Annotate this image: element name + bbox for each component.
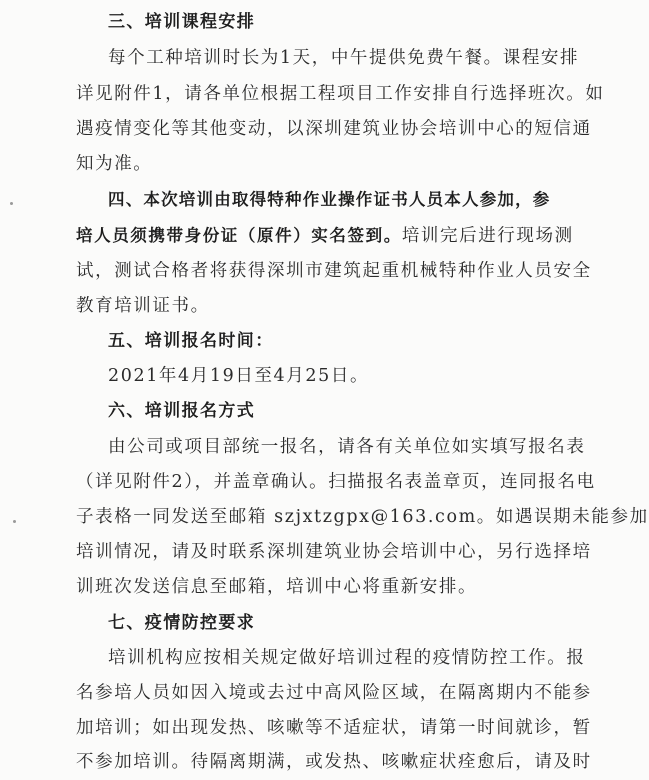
- section-7-line-4: 不参加培训。待隔离期满，或发热、咳嗽症状痊愈后，请及时: [76, 752, 592, 772]
- section-4-bold-line-1: 四、本次培训由取得特种作业操作证书人员本人参加，参: [108, 190, 551, 209]
- section-7-heading: 七、疫情防控要求: [108, 613, 256, 633]
- section-3-line-4: 知为准。: [76, 154, 153, 174]
- section-5-line-1: 2021年4月19日至4月25日。: [108, 366, 370, 386]
- section-7-line-3: 加培训；如出现发热、咳嗽等不适症状，请第一时间就诊，暂: [76, 718, 592, 738]
- section-3-heading: 三、培训课程安排: [108, 12, 256, 32]
- section-5-heading: 五、培训报名时间：: [108, 331, 274, 351]
- section-6-heading: 六、培训报名方式: [108, 401, 256, 421]
- section-3-line-3: 遇疫情变化等其他变动，以深圳建筑业协会培训中心的短信通: [76, 119, 592, 139]
- section-6-line-3: 子表格一同发送至邮箱 szjxtzgpx@163.com。如遇误期未能参加: [76, 507, 649, 527]
- section-6-line-5: 训班次发送信息至邮箱，培训中心将重新安排。: [76, 577, 478, 597]
- section-4-line-2: [76, 218, 574, 254]
- section-7-line-1: 培训机构应按相关规定做好培训过程的疫情防控工作。报: [108, 648, 586, 668]
- section-7-line-2: 名参培人员如因入境或去过中高风险区域，在隔离期内不能参: [76, 683, 592, 703]
- section-4-line-2-rest: 培训完后进行现场测: [401, 226, 574, 246]
- section-4-line-3: 试，测试合格者将获得深圳市建筑起重机械特种作业人员安全: [76, 261, 592, 281]
- scan-speck: [10, 202, 13, 205]
- section-6-line-2: （详见附件2），并盖章确认。扫描报名表盖章页，连同报名电: [76, 472, 596, 492]
- section-4-line-4: 教育培训证书。: [76, 296, 210, 316]
- section-4-bold-line-2: 培人员须携带身份证（原件）实名签到。: [76, 226, 402, 245]
- section-6-line-1: 由公司或项目部统一报名，请各有关单位如实填写报名表: [108, 437, 586, 457]
- scan-speck: [13, 520, 16, 523]
- section-3-line-2: 详见附件1，请各单位根据工程项目工作安排自行选择班次。如: [76, 84, 605, 104]
- section-3-line-1: 每个工种培训时长为1天，中午提供免费午餐。课程安排: [108, 48, 580, 68]
- section-6-line-4: 培训情况，请及时联系深圳建筑业协会培训中心，另行选择培: [76, 542, 592, 562]
